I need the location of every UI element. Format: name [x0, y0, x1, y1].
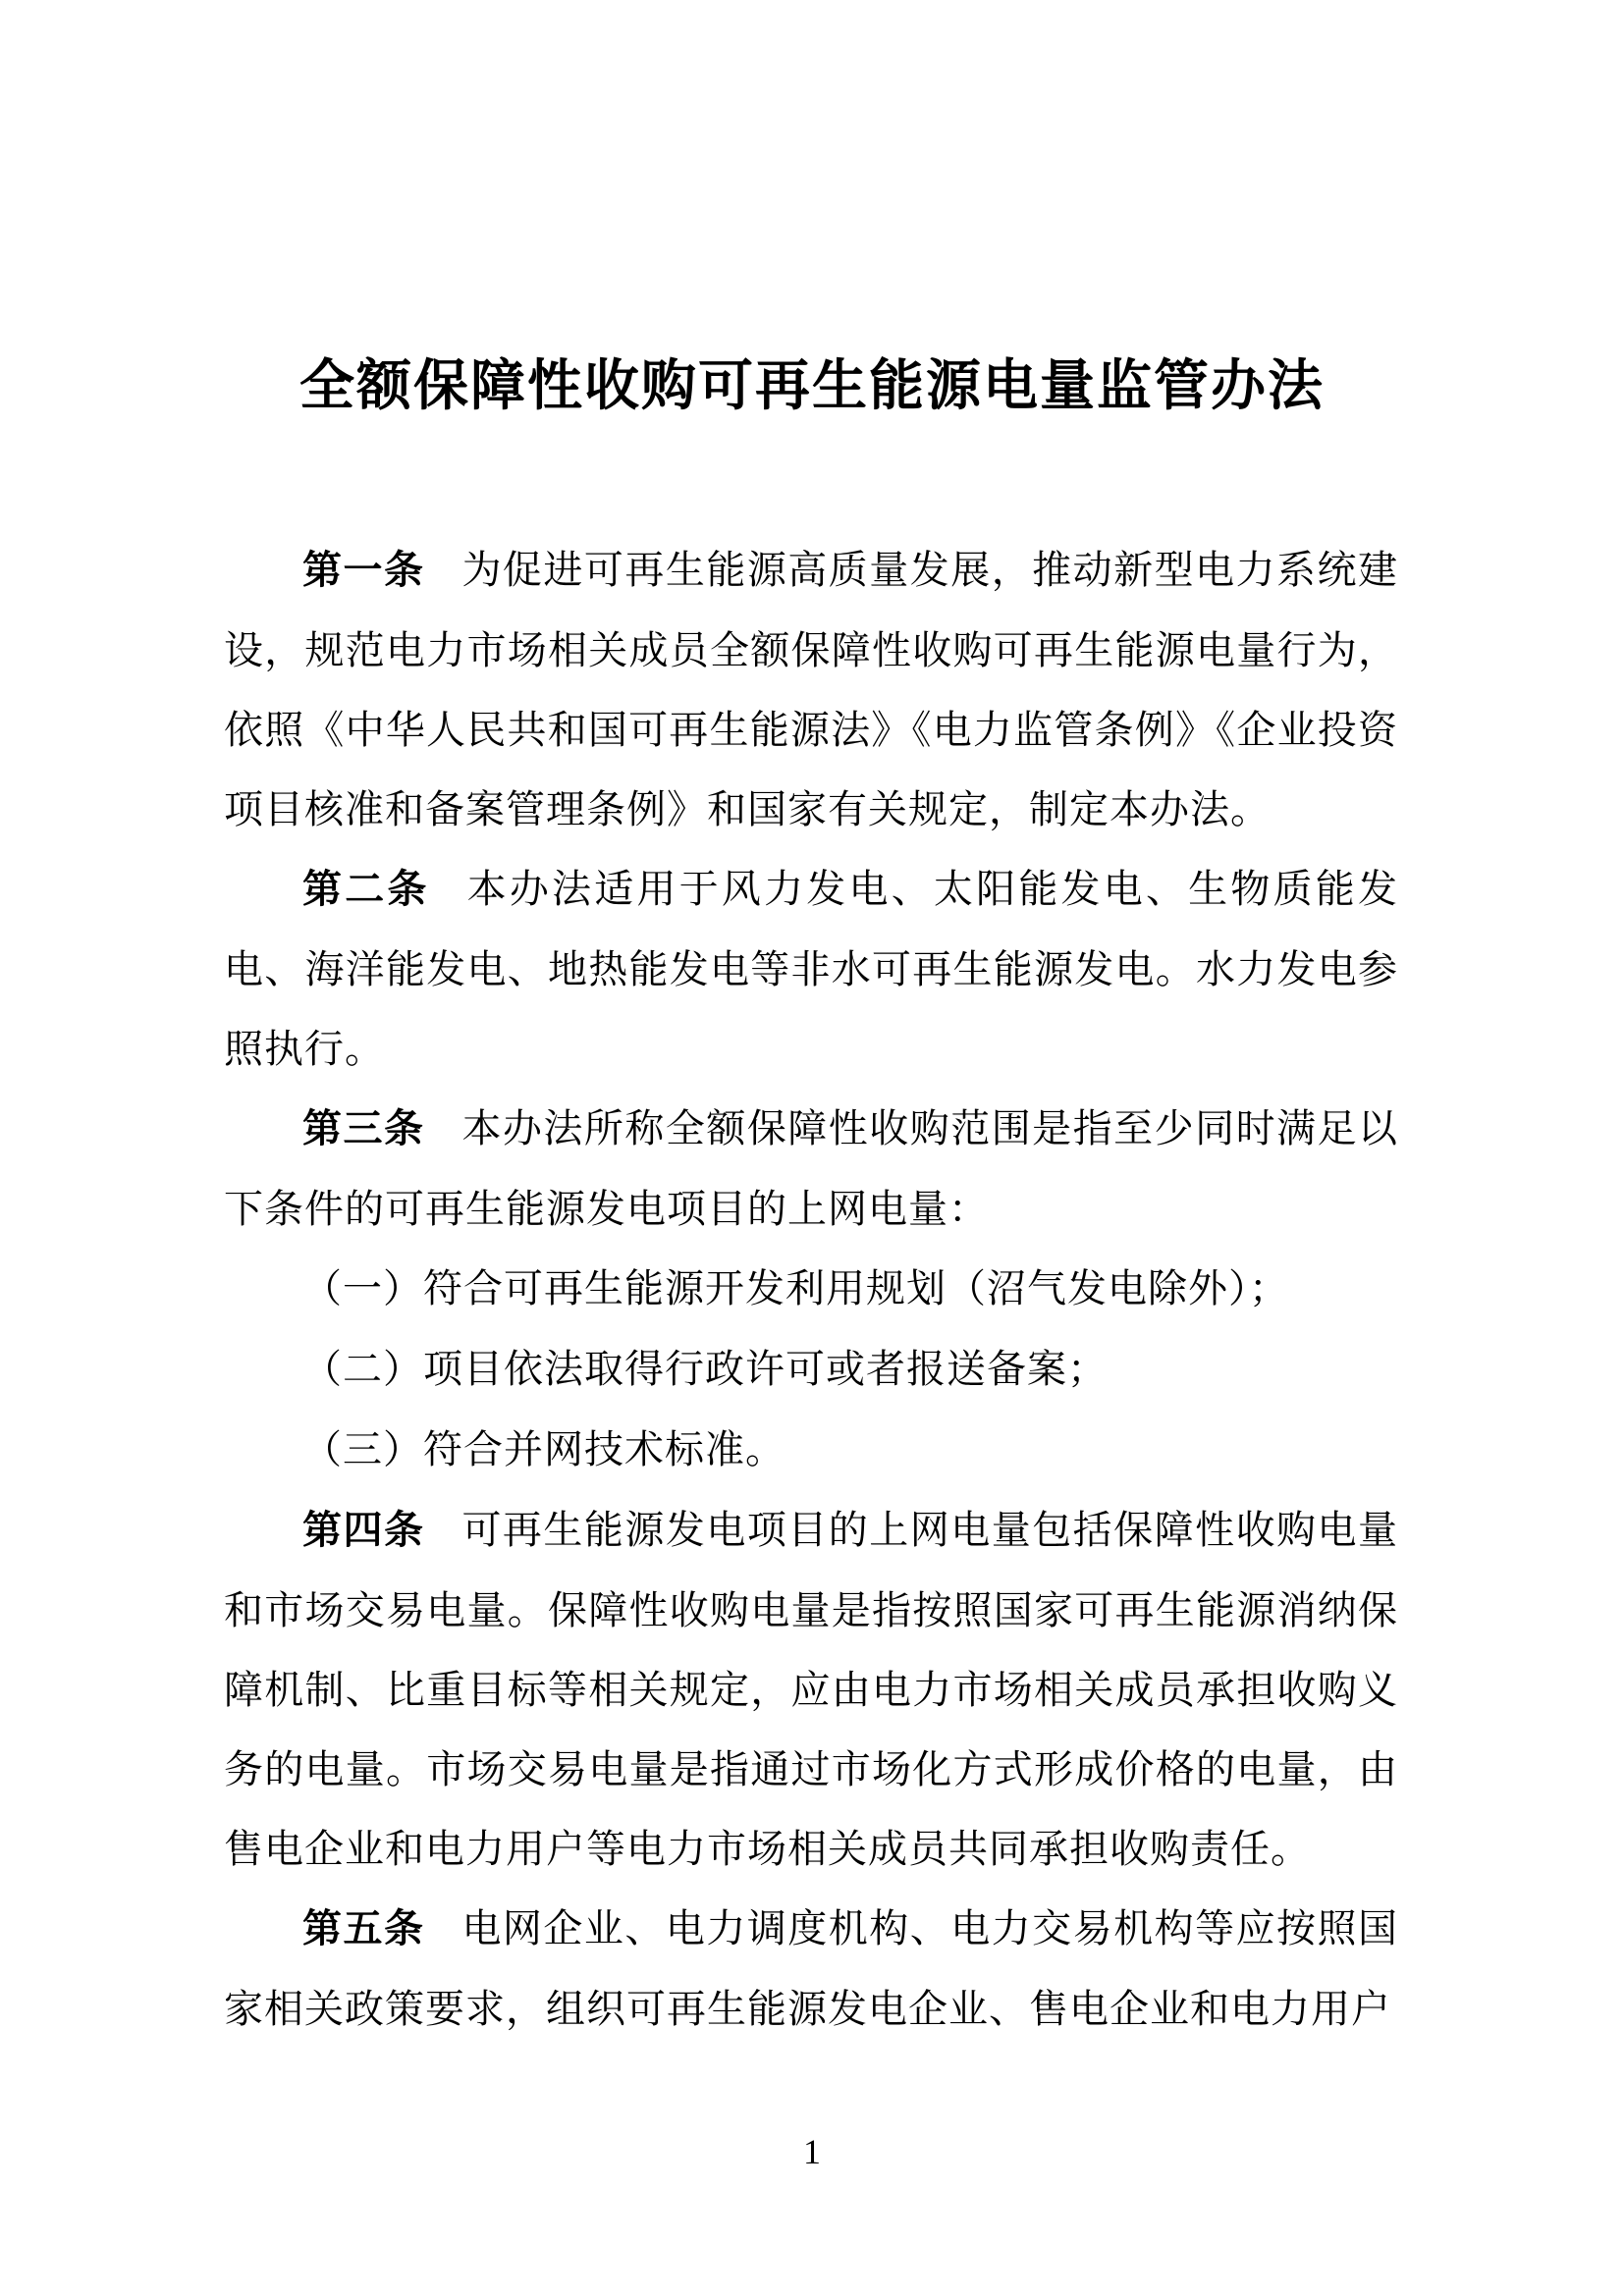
article-5-number: 第五条	[302, 1907, 425, 1950]
list-item-2-text: （二）项目依法取得行政许可或者报送备案；	[302, 1347, 1108, 1391]
article-5-text: 电网企业、电力调度机构、电力交易机构等应按照国家相关政策要求，组织可再生能源发电企业、售电企业和电力用户	[224, 1906, 1399, 2031]
article-3-number: 第三条	[302, 1107, 425, 1150]
list-item-3	[224, 1410, 1398, 1490]
article-2-text: 本办法适用于风力发电、太阳能发电、生物质能发电、海洋能发电、地热能发电等非水可再生能源发电。水力发电参照执行。	[224, 867, 1398, 1071]
document-title: 全额保障性收购可再生能源电量监管办法	[299, 356, 1325, 417]
page-number: 1	[803, 2132, 821, 2171]
article-4-text: 可再生能源发电项目的上网电量包括保障性收购电量和市场交易电量。保障性收购电量是指按照国家可再生能源消纳保障机制、比重目标等相关规定，应由电力市场相关成员承担收购义务的电量。市场交易电量是指通过市场化方式形成价格的电量，由售电企业和电力用户等电力市场相关成员共同承担收购责任。	[224, 1508, 1399, 1871]
article-1-number: 第一条	[302, 549, 425, 592]
list-item-1-text: （一）符合可再生能源开发利用规划（沼气发电除外）；	[302, 1266, 1289, 1310]
list-item-2	[224, 1329, 1398, 1410]
article-4-number: 第四条	[302, 1509, 425, 1552]
list-item-1	[224, 1249, 1398, 1329]
list-item-3-text: （三）符合并网技术标准。	[302, 1427, 785, 1471]
paragraph-article-1	[224, 530, 1398, 849]
paragraph-article-3	[224, 1089, 1398, 1249]
document-body	[224, 530, 1398, 2049]
paragraph-article-4	[224, 1490, 1398, 1889]
article-1-text: 为促进可再生能源高质量发展，推动新型电力系统建设，规范电力市场相关成员全额保障性收购可再生能源电量行为，依照《中华人民共和国可再生能源法》《电力监管条例》《企业投资项目核准和备案管理条例》和国家有关规定，制定本办法。	[224, 548, 1399, 831]
article-2-number: 第二条	[302, 868, 430, 911]
paragraph-article-2	[224, 849, 1398, 1089]
article-3-text: 本办法所称全额保障性收购范围是指至少同时满足以下条件的可再生能源发电项目的上网电量：	[224, 1106, 1399, 1231]
paragraph-article-5	[224, 1889, 1398, 2049]
